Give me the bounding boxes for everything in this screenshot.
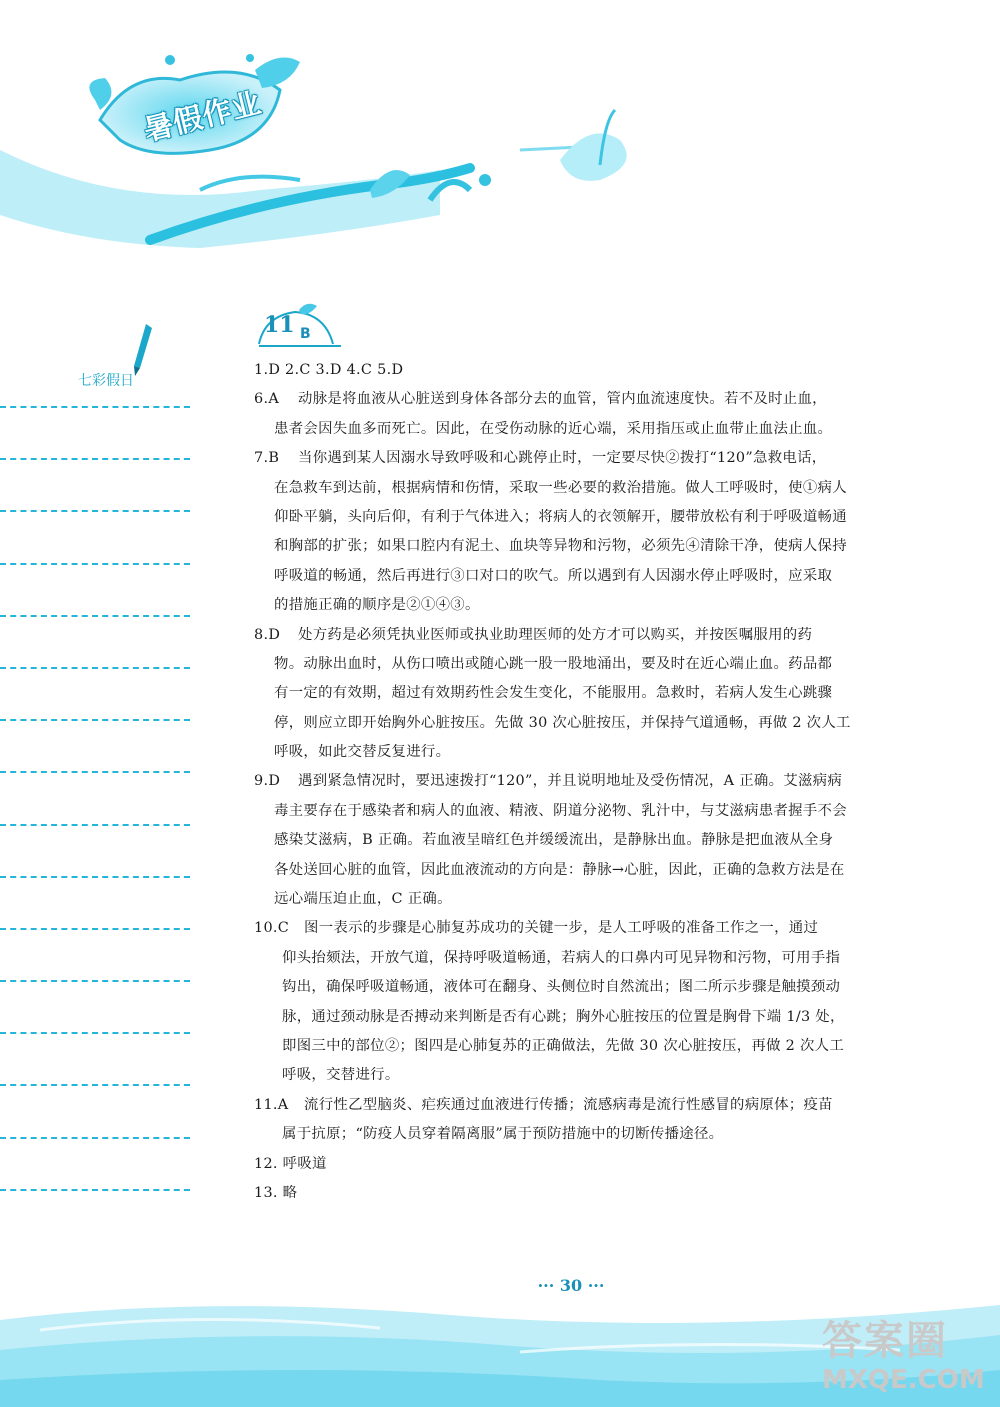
note-line [0, 406, 190, 408]
answer-12: 12. 呼吸道 [254, 1155, 327, 1172]
note-line [0, 563, 190, 565]
quick-answers: 1.D 2.C 3.D 4.C 5.D [254, 362, 404, 378]
answer-11 [254, 1091, 894, 1120]
answer-text: 仰头抬颏法，开放气道，保持呼吸道畅通，若病人的口鼻内可见异物和污物，可用手指 [282, 949, 841, 966]
answer-text: 各处送回心脏的血管，因此血液流动的方向是：静脉→心脏，因此，正确的急救方法是在 [274, 861, 845, 878]
answer-10 [254, 914, 894, 943]
answer-8 [254, 621, 894, 650]
answer-number: 11.A [254, 1096, 289, 1113]
note-line [0, 510, 190, 512]
answer-text: 呼吸，交替进行。 [282, 1067, 400, 1084]
note-line [0, 1137, 190, 1139]
answer-text: 属于抗原；“防疫人员穿着隔离服”属于预防措施中的切断传播途径。 [282, 1126, 724, 1143]
answer-text: 和胸部的扩张；如果口腔内有泥土、血块等异物和污物，必须先④清除干净，使病人保持 [274, 538, 847, 555]
answer-text: 在急救车到达前，根据病情和伤情，采取一些必要的救治措施。做人工呼吸时，使①病人 [274, 479, 847, 496]
note-lines [0, 406, 195, 1241]
answer-number: 6.A [254, 391, 280, 408]
answer-text: 远心端压迫止血，C 正确。 [274, 891, 452, 908]
answer-text: 动脉是将血液从心脏送到身体各部分去的血管，管内血流速度快。若不及时止血， [298, 391, 827, 408]
answer-text: 钩出，确保呼吸道畅通，液体可在翻身、头侧位时自然流出；图二所示步骤是触摸颈动 [282, 979, 841, 996]
answer-text: 停，则应立即开始胸外心脏按压。先做 30 次心脏按压，并保持气道通畅，再做 2 次人工 [274, 714, 851, 731]
note-line [0, 1032, 190, 1034]
watermark-logo: 答案圈 [822, 1318, 948, 1364]
note-line [0, 928, 190, 930]
answer-text: 当你遇到某人因溺水导致呼吸和心跳停止时，一定要尽快②拨打“120”急救电话， [298, 450, 827, 467]
answer-text: 物。动脉出血时，从伤口喷出或随心跳一股一股地涌出，要及时在近心端止血。药品都 [274, 655, 833, 672]
section-number: 11 [264, 312, 295, 338]
note-line [0, 1189, 190, 1191]
answer-number: 10.C [254, 920, 290, 937]
answer-text: 毒主要存在于感染者和病人的血液、精液、阴道分泌物、乳汁中，与艾滋病患者握手不会 [274, 802, 847, 819]
answer-9 [254, 767, 894, 796]
answer-text: 脉，通过颈动脉是否搏动来判断是否有心跳；胸外心脏按压的位置是胸骨下端 1/3 处， [282, 1008, 845, 1025]
note-line [0, 771, 190, 773]
answer-6 [254, 385, 894, 414]
watermark [822, 1318, 998, 1396]
answer-text: 图一表示的步骤是心肺复苏成功的关键一步，是人工呼吸的准备工作之一，通过 [304, 920, 819, 937]
answer-text: 呼吸道的畅通，然后再进行③口对口的吹气。所以遇到有人因溺水停止呼吸时，应采取 [274, 567, 833, 584]
note-line [0, 719, 190, 721]
header-title: 暑假作业 [140, 85, 266, 148]
answer-number: 9.D [254, 773, 281, 790]
answer-text: 呼吸，如此交替反复进行。 [274, 744, 451, 761]
note-line [0, 824, 190, 826]
answer-number: 7.B [254, 450, 280, 467]
note-line [0, 876, 190, 878]
answer-text: 即图三中的部位②；图四是心肺复苏的正确做法，先做 30 次心脏按压，再做 2 次人工 [282, 1037, 845, 1054]
answer-text: 仰卧平躺，头向后仰，有利于气体进入；将病人的衣领解开，腰带放松有利于呼吸道畅通 [274, 508, 847, 525]
answer-text: 患者会因失血多而死亡。因此，在受伤动脉的近心端，采用指压或止血带止血法止血。 [274, 420, 833, 437]
section-letter: B [300, 326, 311, 342]
note-line [0, 1084, 190, 1086]
answer-number: 8.D [254, 626, 281, 643]
watermark-site: MXQE.COM [822, 1365, 985, 1395]
answer-text: 有一定的有效期，超过有效期药性会发生变化，不能服用。急救时，若病人发生心跳骤 [274, 685, 833, 702]
note-line [0, 980, 190, 982]
note-line [0, 667, 190, 669]
answer-text: 流行性乙型脑炎、疟疾通过血液进行传播；流感病毒是流行性感冒的病原体；疫苗 [304, 1096, 833, 1113]
answer-text: 遇到紧急情况时，要迅速拨打“120”，并且说明地址及受伤情况，A 正确。艾滋病病 [298, 773, 843, 790]
page-number: ··· 30 ··· [537, 1276, 605, 1295]
answer-text: 处方药是必须凭执业医师或执业助理医师的处方才可以购买，并按医嘱服用的药 [298, 626, 813, 643]
answer-7 [254, 444, 894, 473]
answer-text: 感染艾滋病，B 正确。若血液呈暗红色并缓缓流出，是静脉出血。静脉是把血液从全身 [274, 832, 834, 849]
answer-text: 的措施正确的顺序是②①④③。 [274, 597, 480, 614]
note-line [0, 615, 190, 617]
sidebar-label: 七彩假日 [78, 373, 134, 389]
answer-13: 13. 略 [254, 1184, 298, 1201]
answer-content [254, 356, 894, 1208]
note-line [0, 458, 190, 460]
